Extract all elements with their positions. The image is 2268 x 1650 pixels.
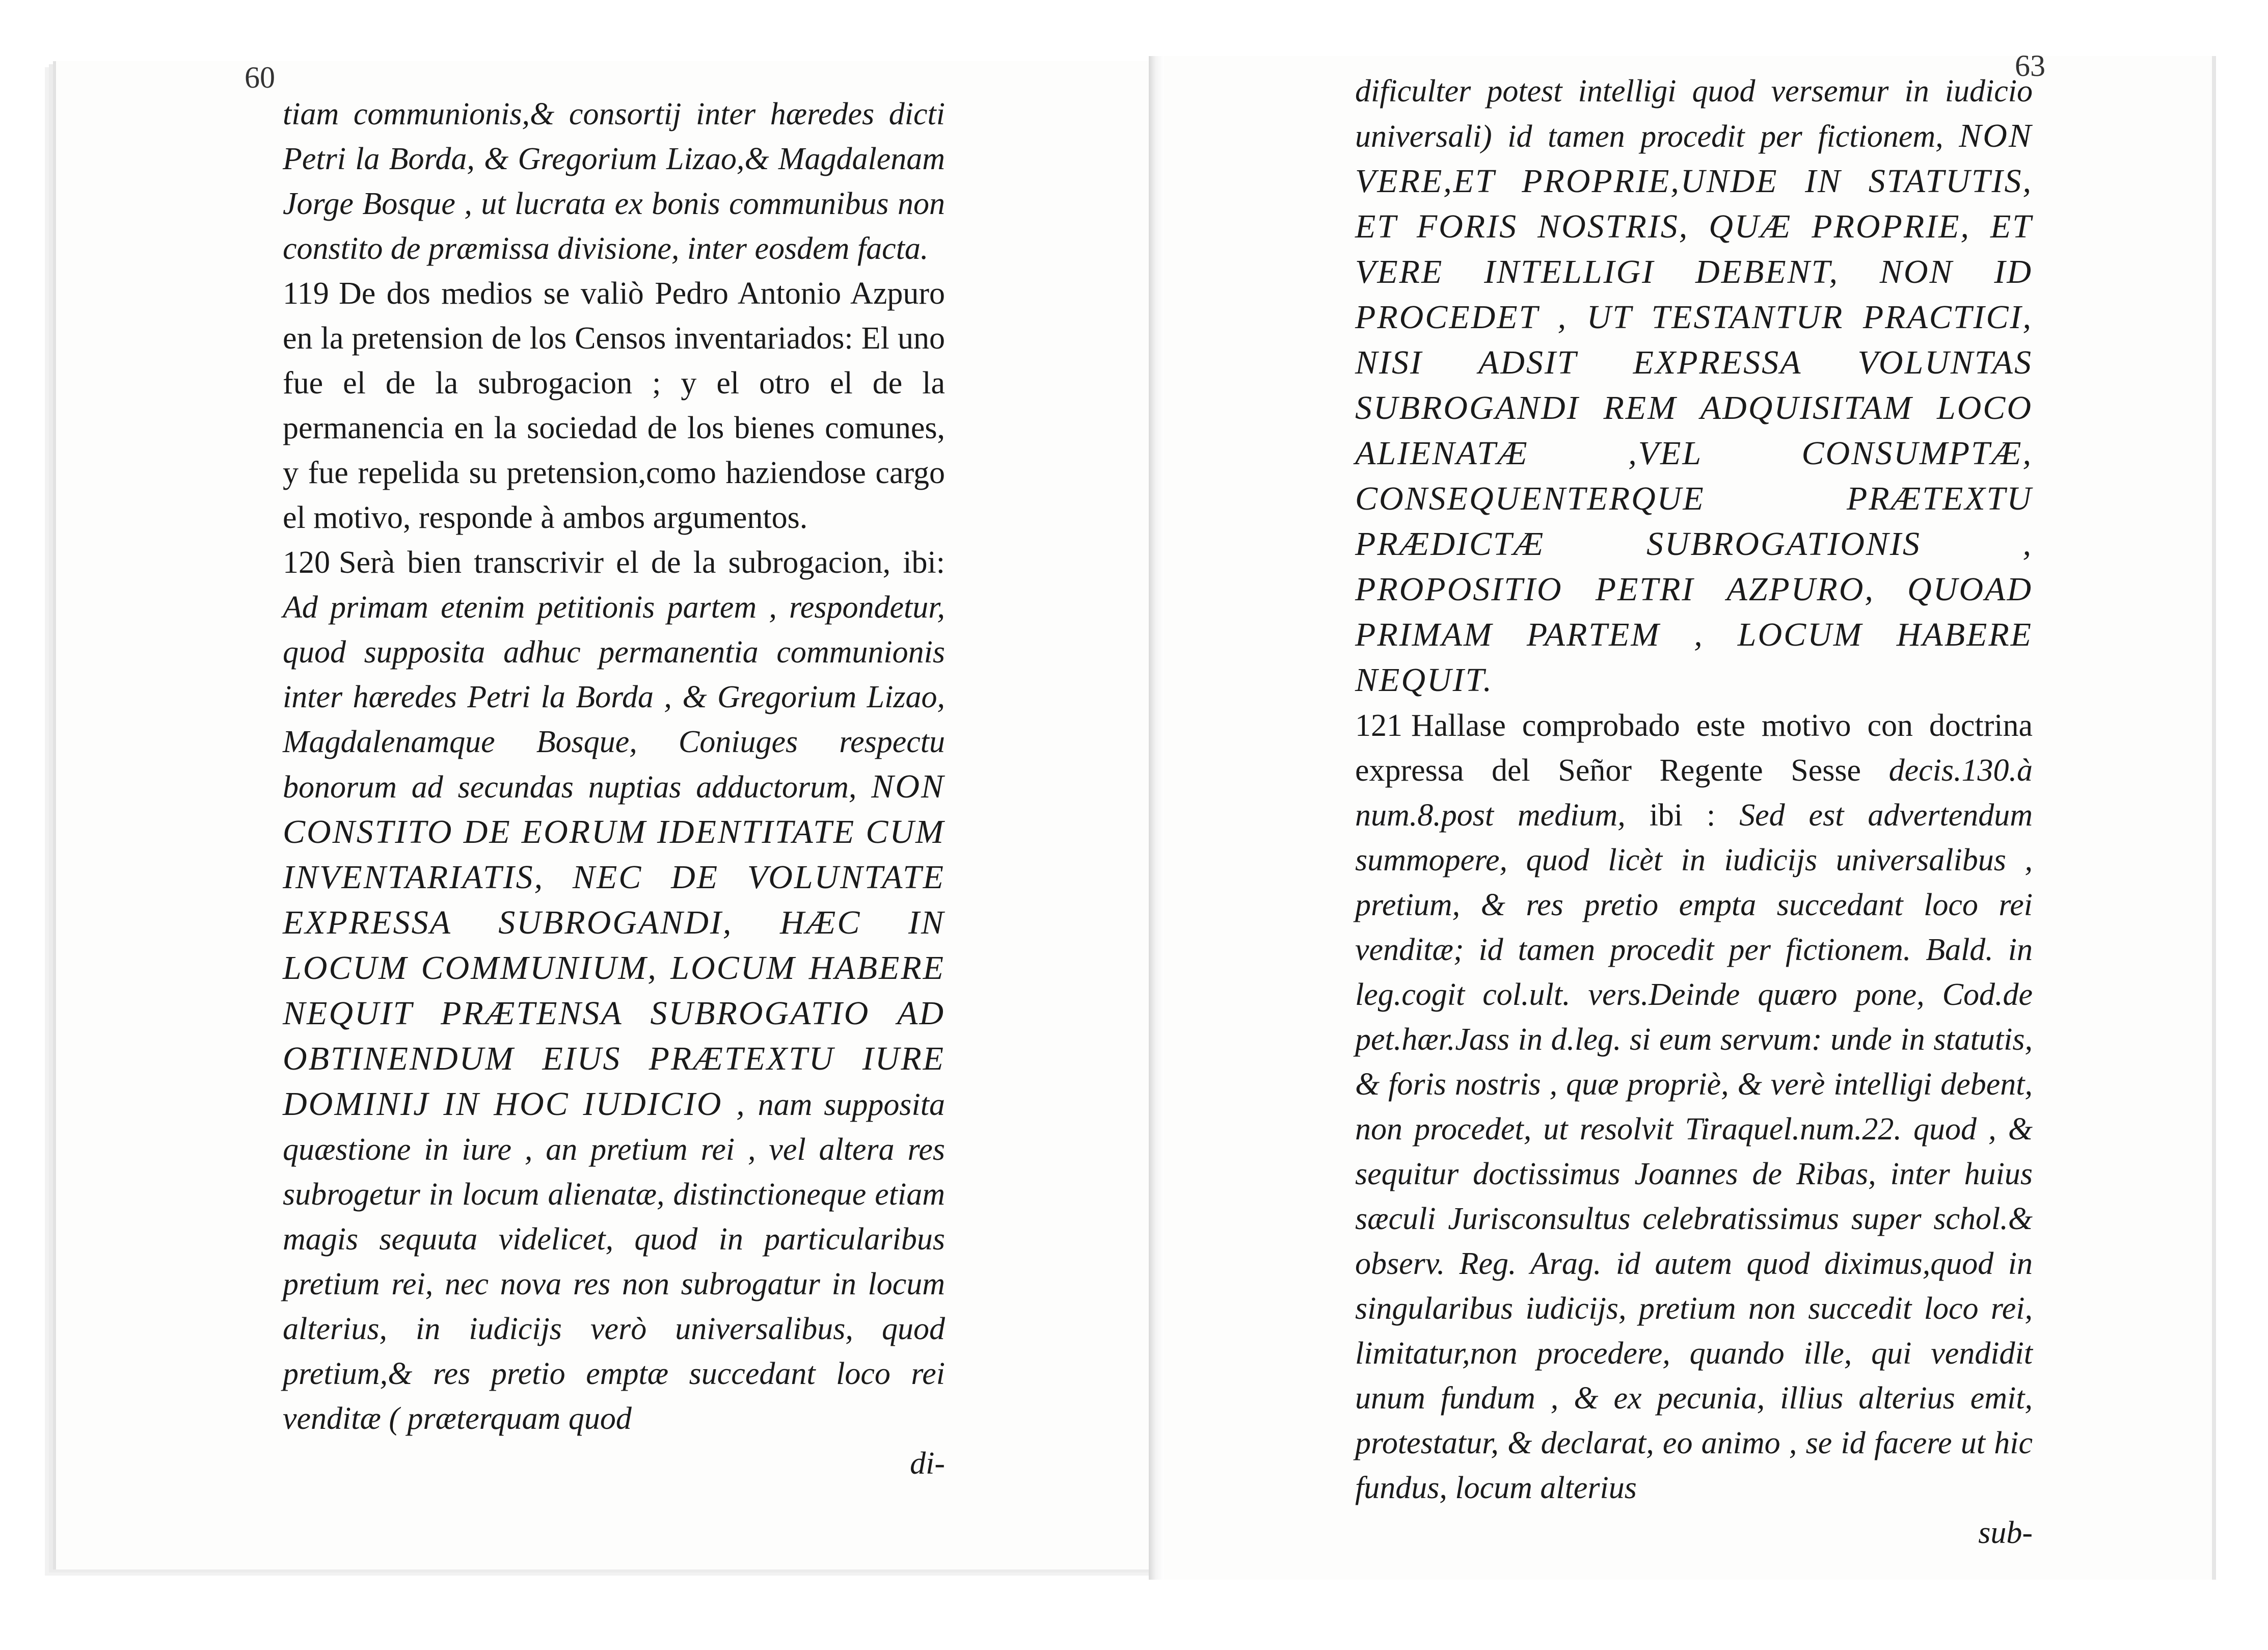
paragraph-121-intro: Hallase comprobado este motivo con doctrina expressa del Señor Regente Sesse [1355,708,2033,788]
paragraph-119-text: De dos medios se valiò Pedro Antonio Azpuro en la pretension de los Censos inventariados: El uno fue el de la subrogacion ; y el otro el de la permanencia en la sociedad de los bienes comunes, y fue repelida su pretension,como haziendose cargo el motivo, responde à ambos argumentos. [283,276,945,535]
paragraph-120-latin-quote: Ad primam etenim petitionis partem , respondetur, quod supposita adhuc permanentia communionis inter hæredes Petri la Borda , & Gregorium Lizao, Magdalenamque Bosque, Coniuges respectu bonorum ad secundas nuptias adductorum, [283,590,945,805]
paragraph-120-intro: Serà bien transcrivir el de la subrogacion, ibi: [339,545,945,580]
right-opening-paragraph [1355,69,2033,703]
left-catchword: di- [910,1446,945,1481]
paragraph-120 [283,540,945,1441]
right-page-number: 63 [2015,49,2045,83]
paragraph-119 [283,271,945,540]
left-text-column [283,92,945,1486]
paragraph-121-latin-quote: Sed est advertendum summopere, quod licèt in iudicijs universalibus , pretium, & res pretio empta succedant loco rei venditæ; id tamen procedit per fictionem. Bald. in leg.cogit col.ult. vers.Deinde quæro pone, Cod.de pet.hær.Jass in d.leg. si eum servum: unde in statutis, & foris nostris , quæ propriè, & verè intelligi debent, non procedet, ut resolvit Tiraquel.num.22. quod , & sequitur doctissimus Joannes de Ribas, inter huius sæculi Jurisconsultus celebratissimus super schol.& observ. Reg. Arag. id autem quod diximus,quod in singularibus iudicijs, pretium non succedit loco rei, limitatur,non procedere, quando ille, qui vendidit unum fundum , & ex pecunia, illius alterius emit, protestatur, & declarat, eo animo , se id facere ut hic fundus, locum alterius [1355,798,2033,1505]
right-opening-capital-quote: NON VERE,ET PROPRIE,UNDE IN STATUTIS, ET FORIS NOSTRIS, QUÆ PROPRIE, ET VERE INTELLIGI DEBENT, NON ID PROCEDET , UT TESTANTUR PRACTICI, NISI ADSIT EXPRESSA VOLUNTAS SUBROGANDI REM ADQUISITAM LOCO ALIENATÆ ,VEL CONSUMPTÆ, CONSEQUENTERQUE PRÆTEXTU PRÆDICTÆ SUBROGATIONIS , PROPOSITIO PETRI AZPURO, QUOAD PRIMAM PARTEM , LOCUM HABERE NEQUIT. [1355,117,2033,699]
paragraph-120-capital-quote: NON CONSTITO DE EORUM IDENTITATE CUM INVENTARIATIS, NEC DE VOLUNTATE EXPRESSA SUBROGANDI, HÆC IN LOCUM COMMUNIUM, LOCUM HABERE NEQUIT PRÆTENSA SUBROGATIO AD OBTINENDUM EIUS PRÆTEXTU IURE DOMINIJ IN HOC IUDICIO , [283,768,946,1123]
paragraph-121-citation: decis.130.à num.8.post medium, [1355,753,2033,833]
paragraph-121 [1355,703,2033,1510]
left-opening-paragraph: tiam communionis,& consortij inter hæredes dicti Petri la Borda, & Gregorium Lizao,& Magdalenam Jorge Bosque , ut lucrata ex bonis communibus non constito de præmissa divisione, inter eosdem facta. [283,97,945,266]
paragraph-120-latin-continuation: nam supposita quæstione in iure , an pretium rei , vel altera res subrogetur in locum alienatæ, distinctioneque etiam magis sequuta videlicet, quod in particularibus pretium rei, nec nova res non subrogatur in locum alterius, in iudicijs verò universalibus, quod pretium,& res pretio emptæ succedant loco rei venditæ ( præterquam quod [283,1087,946,1436]
right-opening-latin: dificulter potest intelligi quod versemur in iudicio universali) id tamen procedit per fictionem, [1355,74,2033,154]
right-text-column [1355,69,2033,1555]
left-page-number: 60 [245,61,275,94]
paragraph-number-120: 120 [283,545,330,580]
paragraph-number-119: 119 [283,276,329,311]
right-catchword: sub- [1978,1515,2033,1550]
book-gutter [1149,56,1164,1580]
paragraph-121-ibi: ibi : [1649,798,1716,833]
paragraph-number-121: 121 [1355,708,1402,743]
